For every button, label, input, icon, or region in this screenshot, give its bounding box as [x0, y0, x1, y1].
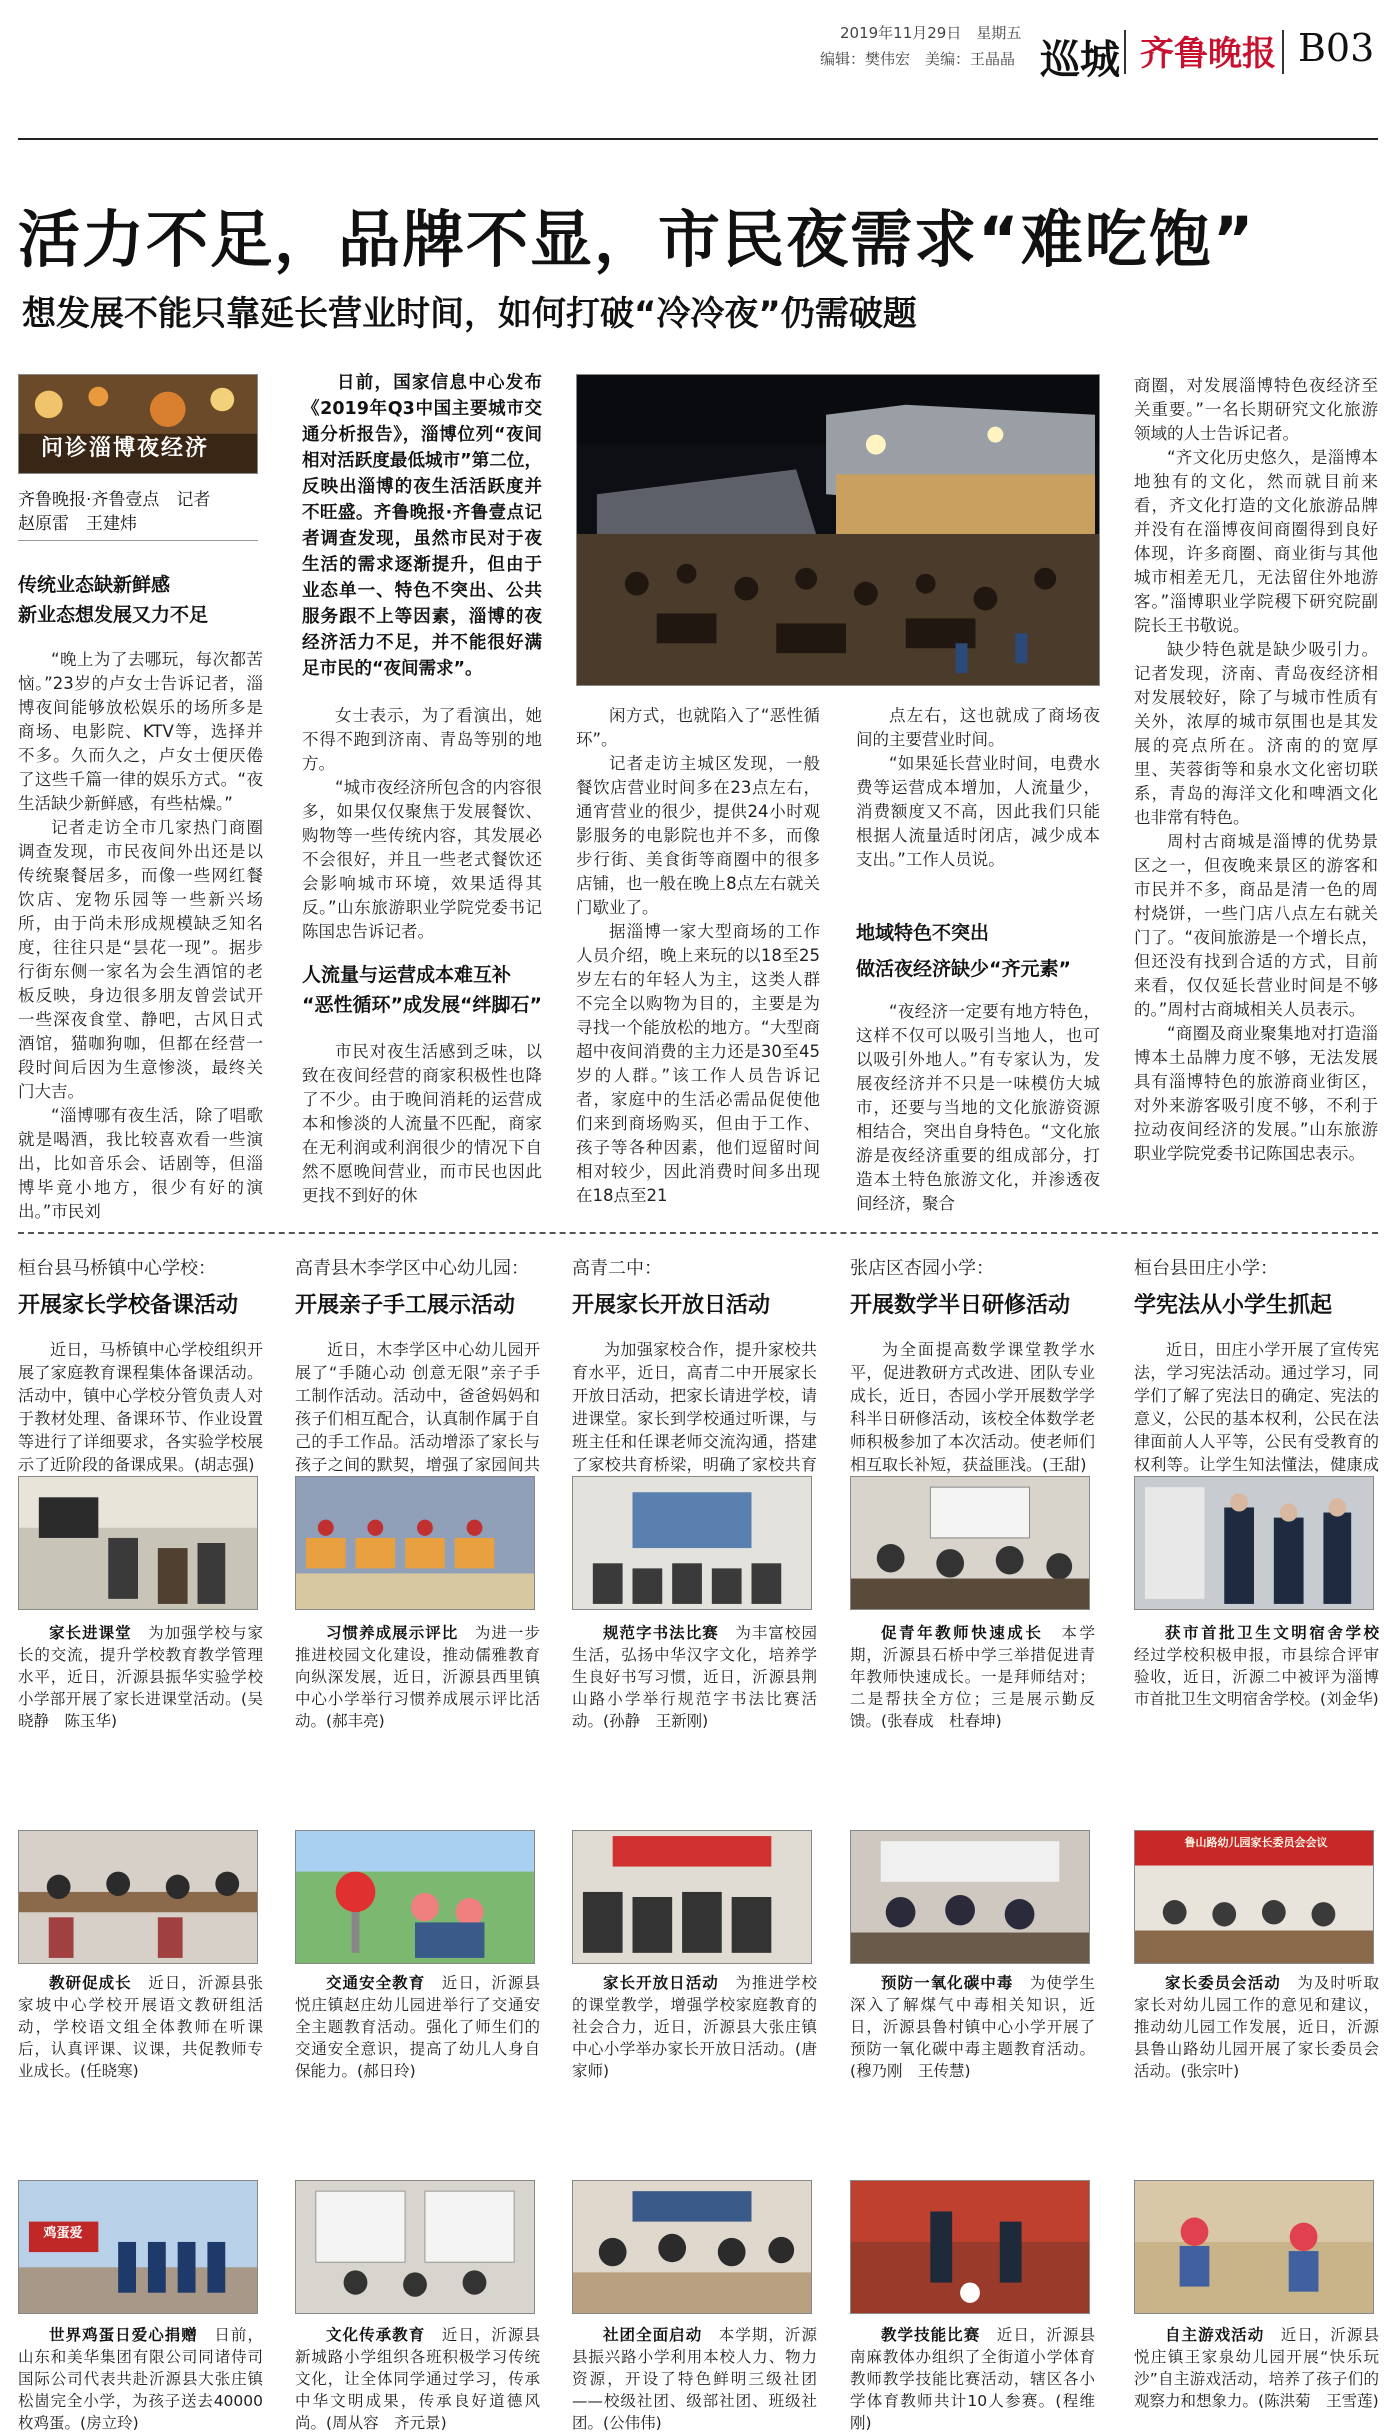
photo-caption: [295, 1622, 540, 1754]
paragraph: 点左右，这也就成了商场夜间的主要营业时间。: [856, 706, 1100, 749]
caption-text: 近日，沂源县张家坡中心学校开展语文教研组活动，学校语文组全体教师在听课后，认真评课、议课，共促教师专业成长。: [18, 1974, 263, 2080]
card-title: 开展数学半日研修活动: [850, 1293, 1071, 1318]
caption-text: 近日，沂源县南麻教体办组织了全街道小学体育教师教学技能比赛活动，辖区各小学体育教师共计10人参赛。: [850, 2326, 1095, 2410]
card-title: 开展家长学校备课活动: [18, 1293, 239, 1318]
header-rule: [18, 138, 1378, 140]
paragraph: 闲方式，也就陷入了“恶性循环”。: [576, 706, 820, 749]
headline: 活力不足，品牌不显，市民夜需求“难吃饱”: [18, 203, 1256, 276]
caption-author: (郝丰亮): [326, 1712, 385, 1730]
news-photo: [1134, 2180, 1374, 2314]
card-text: 近日，田庄小学开展了宣传宪法，学习宪法活动。通过学习，同学们了解了宪法日的确定、宪法的意义，公民的基本权利，公民在法律面前人人平等，公民有受教育的权利等。让学生知法懂法，健康成: [1134, 1340, 1379, 1474]
caption-text: 为加强学校与家长的交流，提升学校教育教学管理水平，近日，沂源县振华实验学校小学部开展了家长进课堂活动。: [18, 1624, 263, 1708]
card-school: 高青二中：: [572, 1258, 662, 1279]
news-photo: [850, 2180, 1090, 2314]
caption-text: 近日，沂源县悦庄镇赵庄幼儿园进举行了交通安全主题教育活动。强化了师生们的交通安全意识，提高了幼儿人身自保能力。: [295, 1974, 540, 2080]
caption-author: (陈洪菊 王雪莲): [1258, 2392, 1379, 2410]
paragraph: “齐文化历史悠久，是淄博本地独有的文化，然而就目前来看，齐文化打造的文化旅游品牌并没有在淄博夜间商圈得到良好体现，许多商圈、商业街与其他城市相差无几，无法留住外地游客。”淄博职业学院稷下研究院副院长王书敬说。: [1134, 448, 1378, 635]
subhead-3: [856, 918, 1106, 984]
news-photo: [572, 2180, 812, 2314]
caption-title: 家长进课堂: [49, 1624, 132, 1642]
byline-line: 齐鲁晚报·齐鲁壹点 记者: [18, 490, 211, 510]
card-school: 桓台县田庄小学：: [1134, 1258, 1278, 1279]
paragraph: “商圈及商业聚集地对打造淄博本土品牌力度不够，无法发展具有淄博特色的旅游商业街区，对外来游客吸引度不够，不利于拉动夜间经济的发展。”山东旅游职业学院党委书记陈国忠表示。: [1134, 1024, 1378, 1163]
article-col-4: [856, 704, 1100, 904]
caption-text: 为使学生深入了解煤气中毒相关知识，近日，沂源县鲁村镇中心小学开展了预防一氧化碳中毒主题教育活动。: [850, 1974, 1095, 2058]
paragraph: 据淄博一家大型商场的工作人员介绍，晚上来玩的以18至25岁左右的年轻人为主，这类人群不完全以购物为目的，主要是为寻找一个能放松的地方。“大型商超中夜间消费的主力还是30至45岁的人群。”该工作人员告诉记者，家庭中的生活必需品促使他们来到商场购买，但由于工作、孩子等各种因素，他们逗留时间相对较少，因此消费时间多出现在18点至21: [576, 922, 820, 1205]
paragraph: 记者走访全市几家热门商圈调查发现，市民夜间外出还是以传统聚餐居多，而像一些网红餐饮店、宠物乐园等一些新兴场所，由于尚未形成规模缺乏知名度，往往只是“昙花一现”。据步行街东侧一家名为会生酒馆的老板反映，身边很多朋友曾尝试开一些深夜食堂、静吧，古风日式酒馆，猫咖狗咖，但都在经营一段时间后因为生意惨淡，最终关门大吉。: [18, 818, 263, 1101]
photo-caption: [572, 1622, 817, 1754]
card-school: 桓台县马桥镇中心学校：: [18, 1258, 216, 1279]
news-photo: [1134, 1476, 1374, 1610]
caption-text: 近日，沂源县新城路小学组织各班积极学习传统文化，让全体同学通过学习，传承中华文明成果，传承良好道德风尚。: [295, 2326, 540, 2432]
byline-line: 赵原雷 王建炜: [18, 514, 137, 534]
subhead-line: “恶性循环”成发展“绊脚石”: [302, 994, 542, 1016]
subhead-1: [18, 570, 263, 630]
caption-author: (吴晓静 陈玉华): [18, 1690, 263, 1730]
paragraph: 市民对夜生活感到乏味，以致在夜间经营的商家积极性也降了不少。由于晚间消耗的运营成本和惨淡的人流量不匹配，商家在无利润或利润很少的情况下自然不愿晚间营业，而市民也因此更找不到好的休: [302, 1042, 542, 1205]
subhead-line: 地域特色不突出: [856, 922, 990, 944]
photo-caption: [1134, 1622, 1379, 1754]
section-name: 巡城: [1040, 36, 1120, 83]
caption-author: (孙静 王新刚): [603, 1712, 709, 1730]
article-lead: [302, 370, 542, 679]
article-col-3: [576, 704, 820, 1208]
card-author: (王甜): [1042, 1455, 1087, 1474]
subhead-line: 传统业态缺新鲜感: [18, 574, 171, 596]
paragraph: “如果延长营业时间，电费水费等运营成本增加，人流量少，消费额度又不高，因此我们只能根据人流量适时闭店，减少成本支出。”工作人员说。: [856, 754, 1100, 869]
photo-caption: [850, 1972, 1095, 2104]
news-photo: [18, 1476, 258, 1610]
byline: [18, 488, 258, 536]
paragraph: “夜经济一定要有地方特色，这样不仅可以吸引当地人，也可以吸引外地人。”有专家认为，发展夜经济并不只是一味模仿大城市，还要与当地的文化旅游资源相结合，突出自身特色。“文化旅游是夜经济重要的组成部分，打造本土特色旅游文化，并渗透夜间经济，聚合: [856, 1002, 1100, 1213]
column-thumbnail: [18, 374, 258, 474]
subhead-line: 新业态想发展又力不足: [18, 604, 209, 626]
photo-caption: [850, 1622, 1095, 1754]
photo-caption: [572, 2324, 817, 2432]
news-photo: [18, 1830, 258, 1964]
caption-title: 预防一氧化碳中毒: [881, 1974, 1014, 1992]
caption-text: 日前，山东和美华集团有限公司同诸侍司国际公司代表共赴沂源县大张庄镇松崮完全小学，为孩子送去40000枚鸡蛋。: [18, 2326, 263, 2432]
article-col-2b: [302, 1040, 542, 1208]
caption-text: 为及时听取家长对幼儿园工作的意见和建议，推动幼儿园工作发展，近日，沂源县鲁山路幼儿园开展了家长委员会活动。: [1134, 1974, 1379, 2080]
paragraph: “晚上为了去哪玩，每次都苦恼。”23岁的卢女士告诉记者，淄博夜间能够放松娱乐的场所多是商场、电影院、KTV等，选择并不多。久而久之，卢女士便厌倦了这些千篇一律的娱乐方式。“夜生活缺少新鲜感，有些枯燥。”: [18, 650, 263, 813]
caption-title: 自主游戏活动: [1165, 2326, 1265, 2344]
caption-author: (张宗叶): [1180, 2062, 1240, 2080]
caption-text: 为丰富校园生活，弘扬中华汉字文化，培养学生良好书写习惯，近日，沂源县荆山路小学举行规范字书法比赛活动。: [572, 1624, 817, 1730]
article-col-1: [18, 648, 263, 1221]
divider: [18, 540, 258, 541]
photo-caption: [18, 1622, 263, 1754]
photo-caption: [18, 1972, 263, 2104]
news-photo: [572, 1830, 812, 1964]
thumbnail-label: 问诊淄博夜经济: [41, 436, 210, 461]
caption-title: 促青年教师快速成长: [881, 1624, 1044, 1642]
paragraph: “淄博哪有夜生活，除了唱歌就是喝酒，我比较喜欢看一些演出，比如音乐会、话剧等，但淄博毕竟小地方，很少有好的演出。”市民刘: [18, 1106, 263, 1221]
paragraph: “城市夜经济所包含的内容很多，如果仅仅聚焦于发展餐饮、购物等一些传统内容，其发展必不会很好，并且一些老式餐饮还会影响城市环境，效果适得其反。”山东旅游职业学院党委书记陈国忠告诉记者。: [302, 778, 542, 941]
news-photo: [295, 2180, 535, 2314]
card-school: 高青县木李学区中心幼儿园：: [295, 1258, 529, 1279]
card-title: 开展家长开放日活动: [572, 1293, 771, 1318]
caption-text: 经过学校积极申报，市县综合评审验收，近日，沂源二中被评为淄博市首批卫生文明宿舍学校。: [1134, 1646, 1379, 1708]
news-photo: [295, 1476, 535, 1610]
caption-title: 家长委员会活动: [1165, 1974, 1281, 1992]
night-market-photo: [576, 374, 1100, 686]
card-title: 开展亲子手工展示活动: [295, 1293, 516, 1318]
news-photo: [572, 1476, 812, 1610]
photo-caption: [295, 1972, 540, 2104]
subhead-line: 做活夜经济缺少“齐元素”: [856, 958, 1071, 980]
page-number: B03: [1298, 26, 1375, 70]
subheadline: 想发展不能只靠延长营业时间，如何打破“冷冷夜”仍需破题: [22, 294, 917, 334]
caption-text: 近日，沂源县悦庄镇王家泉幼儿园开展“快乐玩沙”自主游戏活动，培养了孩子们的观察力和想象力。: [1134, 2326, 1379, 2410]
card-author: (胡志强): [194, 1455, 255, 1474]
caption-title: 交通安全教育: [326, 1974, 426, 1992]
newspaper-logo: 齐鲁晚报: [1140, 34, 1276, 74]
photo-banner-text: 鲁山路幼儿园家长委员会会议: [1184, 1836, 1328, 1849]
caption-title: 习惯养成展示评比: [326, 1624, 459, 1642]
caption-title: 世界鸡蛋日爱心捐赠: [49, 2326, 198, 2344]
news-photo: [850, 1476, 1090, 1610]
caption-author: (公伟伟): [603, 2414, 662, 2432]
paragraph: 商圈，对发展淄博特色夜经济至关重要。”一名长期研究文化旅游领域的人士告诉记者。: [1134, 376, 1378, 443]
card-text: 为加强家校合作，提升家校共育水平，近日，高青二中开展家长开放日活动，把家长请进学校，请进课堂。家长到学校通过听课，与班主任和任课老师交流沟通，搭建了家校共育桥梁，明确了家校共育: [572, 1340, 817, 1474]
caption-author: (穆乃刚 王传慧): [850, 2062, 971, 2080]
caption-text: 本学期，沂源县振兴路小学利用本校人力、物力资源，开设了特色鲜明三级社团——校级社团、级部社团、班级社团。: [572, 2326, 817, 2432]
caption-author: (刘金华): [1320, 1690, 1379, 1708]
caption-text: 本学期，沂源县石桥中学三举措促进青年教师快速成长。一是拜师结对；二是帮扶全方位；三是展示勤反馈。: [850, 1624, 1095, 1730]
paragraph: 周村古商城是淄博的优势景区之一，但夜晚来景区的游客和市民并不多，商品是清一色的周村烧饼，一些门店八点左右就关门了。“夜间旅游是一个增长点，但还没有找到合适的方式，目前来看，仅仅延长营业时间是不够的。”周村古商城相关人员表示。: [1134, 832, 1378, 1019]
caption-text: 为进一步推进校园文化建设，推动儒雅教育向纵深发展，近日，沂源县西里镇中心小学举行习惯养成展示评比活动。: [295, 1624, 540, 1730]
caption-author: (周从容 齐元景): [326, 2414, 447, 2432]
caption-title: 规范字书法比赛: [603, 1624, 719, 1642]
news-photo: [18, 2180, 258, 2314]
issue-date: 2019年11月29日 星期五: [840, 24, 1022, 42]
photo-caption: [295, 2324, 540, 2432]
photo-caption: [850, 2324, 1095, 2432]
caption-author: (房立玲): [80, 2414, 139, 2432]
caption-author: (郝日玲): [357, 2062, 416, 2080]
header-divider: [1282, 30, 1284, 74]
paragraph: 记者走访主城区发现，一般餐饮店营业时间多在23点左右，通宵营业的很少，提供24小时观影服务的电影院也并不多，而像步行街、美食街等商圈中的很多店铺，也一般在晚上8点左右就关门歇业了。: [576, 754, 820, 917]
news-photo: [850, 1830, 1090, 1964]
card-text: 近日，马桥镇中心学校组织开展了家庭教育课程集体备课活动。活动中，镇中心学校分管负责人对于教材处理、备课环节、作业设置等进行了详细要求，各实验学校展示了近阶段的备课成果。: [18, 1340, 263, 1474]
caption-title: 获市首批卫生文明宿舍学校: [1165, 1624, 1379, 1642]
section-separator: [18, 1232, 1378, 1234]
paragraph: 缺少特色就是缺少吸引力。记者发现，济南、青岛夜经济相对发展较好，除了与城市性质有关外，浓厚的城市氛围也是其发展的亮点所在。济南的的宽厚里、芙蓉街等和泉水文化密切联系，青岛的海洋文化和啤酒文化也非常有特色。: [1134, 640, 1378, 827]
card-text: 近日，木李学区中心幼儿园开展了“手随心动 创意无限”亲子手工制作活动。活动中，爸爸妈妈和孩子们相互配合，认真制作属于自己的手工作品。活动增添了家长与孩子之间的默契，增强了家园间共: [295, 1340, 540, 1474]
article-col-2: [302, 704, 542, 944]
caption-title: 社团全面启动: [603, 2326, 703, 2344]
header-divider: [1124, 30, 1126, 74]
card-title: 学宪法从小学生抓起: [1134, 1293, 1333, 1318]
photo-caption: [1134, 1972, 1379, 2104]
caption-title: 文化传承教育: [326, 2326, 426, 2344]
photo-board-text: 鸡蛋爱: [43, 2226, 83, 2241]
photo-caption: [18, 2324, 263, 2432]
editors: 编辑：樊伟宏 美编：王晶晶: [820, 50, 1016, 68]
photo-caption: [572, 1972, 817, 2104]
caption-text: 为推进学校的课堂教学，增强学校家庭教育的社会合力，近日，沂源县大张庄镇中心小学举办家长开放日活动。: [572, 1974, 817, 2058]
caption-title: 教学技能比赛: [881, 2326, 981, 2344]
news-photo: [1134, 1830, 1374, 1964]
article-col-4b: [856, 1000, 1100, 1213]
caption-author: (张春成 杜春坤): [881, 1712, 1002, 1730]
caption-author: (程维刚): [850, 2392, 1095, 2432]
article-col-5: [1134, 374, 1378, 1208]
subhead-line: 人流量与运营成本难互补: [302, 964, 512, 986]
paragraph: 女士表示，为了看演出，她不得不跑到济南、青岛等别的地方。: [302, 706, 542, 773]
photo-caption: [1134, 2324, 1379, 2410]
news-photo: [295, 1830, 535, 1964]
caption-author: (唐家师): [572, 2040, 817, 2080]
caption-title: 家长开放日活动: [603, 1974, 719, 1992]
card-text: 为全面提高数学课堂教学水平，促进教研方式改进、团队专业成长，近日，杏园小学开展数学学科半日研修活动，该校全体数学老师积极参加了本次活动。使老师们相互取长补短，获益匪浅。: [850, 1340, 1095, 1474]
subhead-2: [302, 960, 547, 1020]
card-school: 张店区杏园小学：: [850, 1258, 994, 1279]
lead-paragraph: 日前，国家信息中心发布《2019年Q3中国主要城市交通分析报告》，淄博位列“夜间相对活跃度最低城市”第二位，反映出淄博的夜生活活跃度并不旺盛。齐鲁晚报·齐鲁壹点记者调查发现，虽然市民对于夜生活的需求逐渐提升，但由于业态单一、特色不突出、公共服务跟不上等因素，淄博的夜经济活力不足，并不能很好满足市民的“夜间需求”。: [302, 373, 542, 679]
caption-title: 教研促成长: [49, 1974, 132, 1992]
caption-author: (任晓寒): [80, 2062, 139, 2080]
